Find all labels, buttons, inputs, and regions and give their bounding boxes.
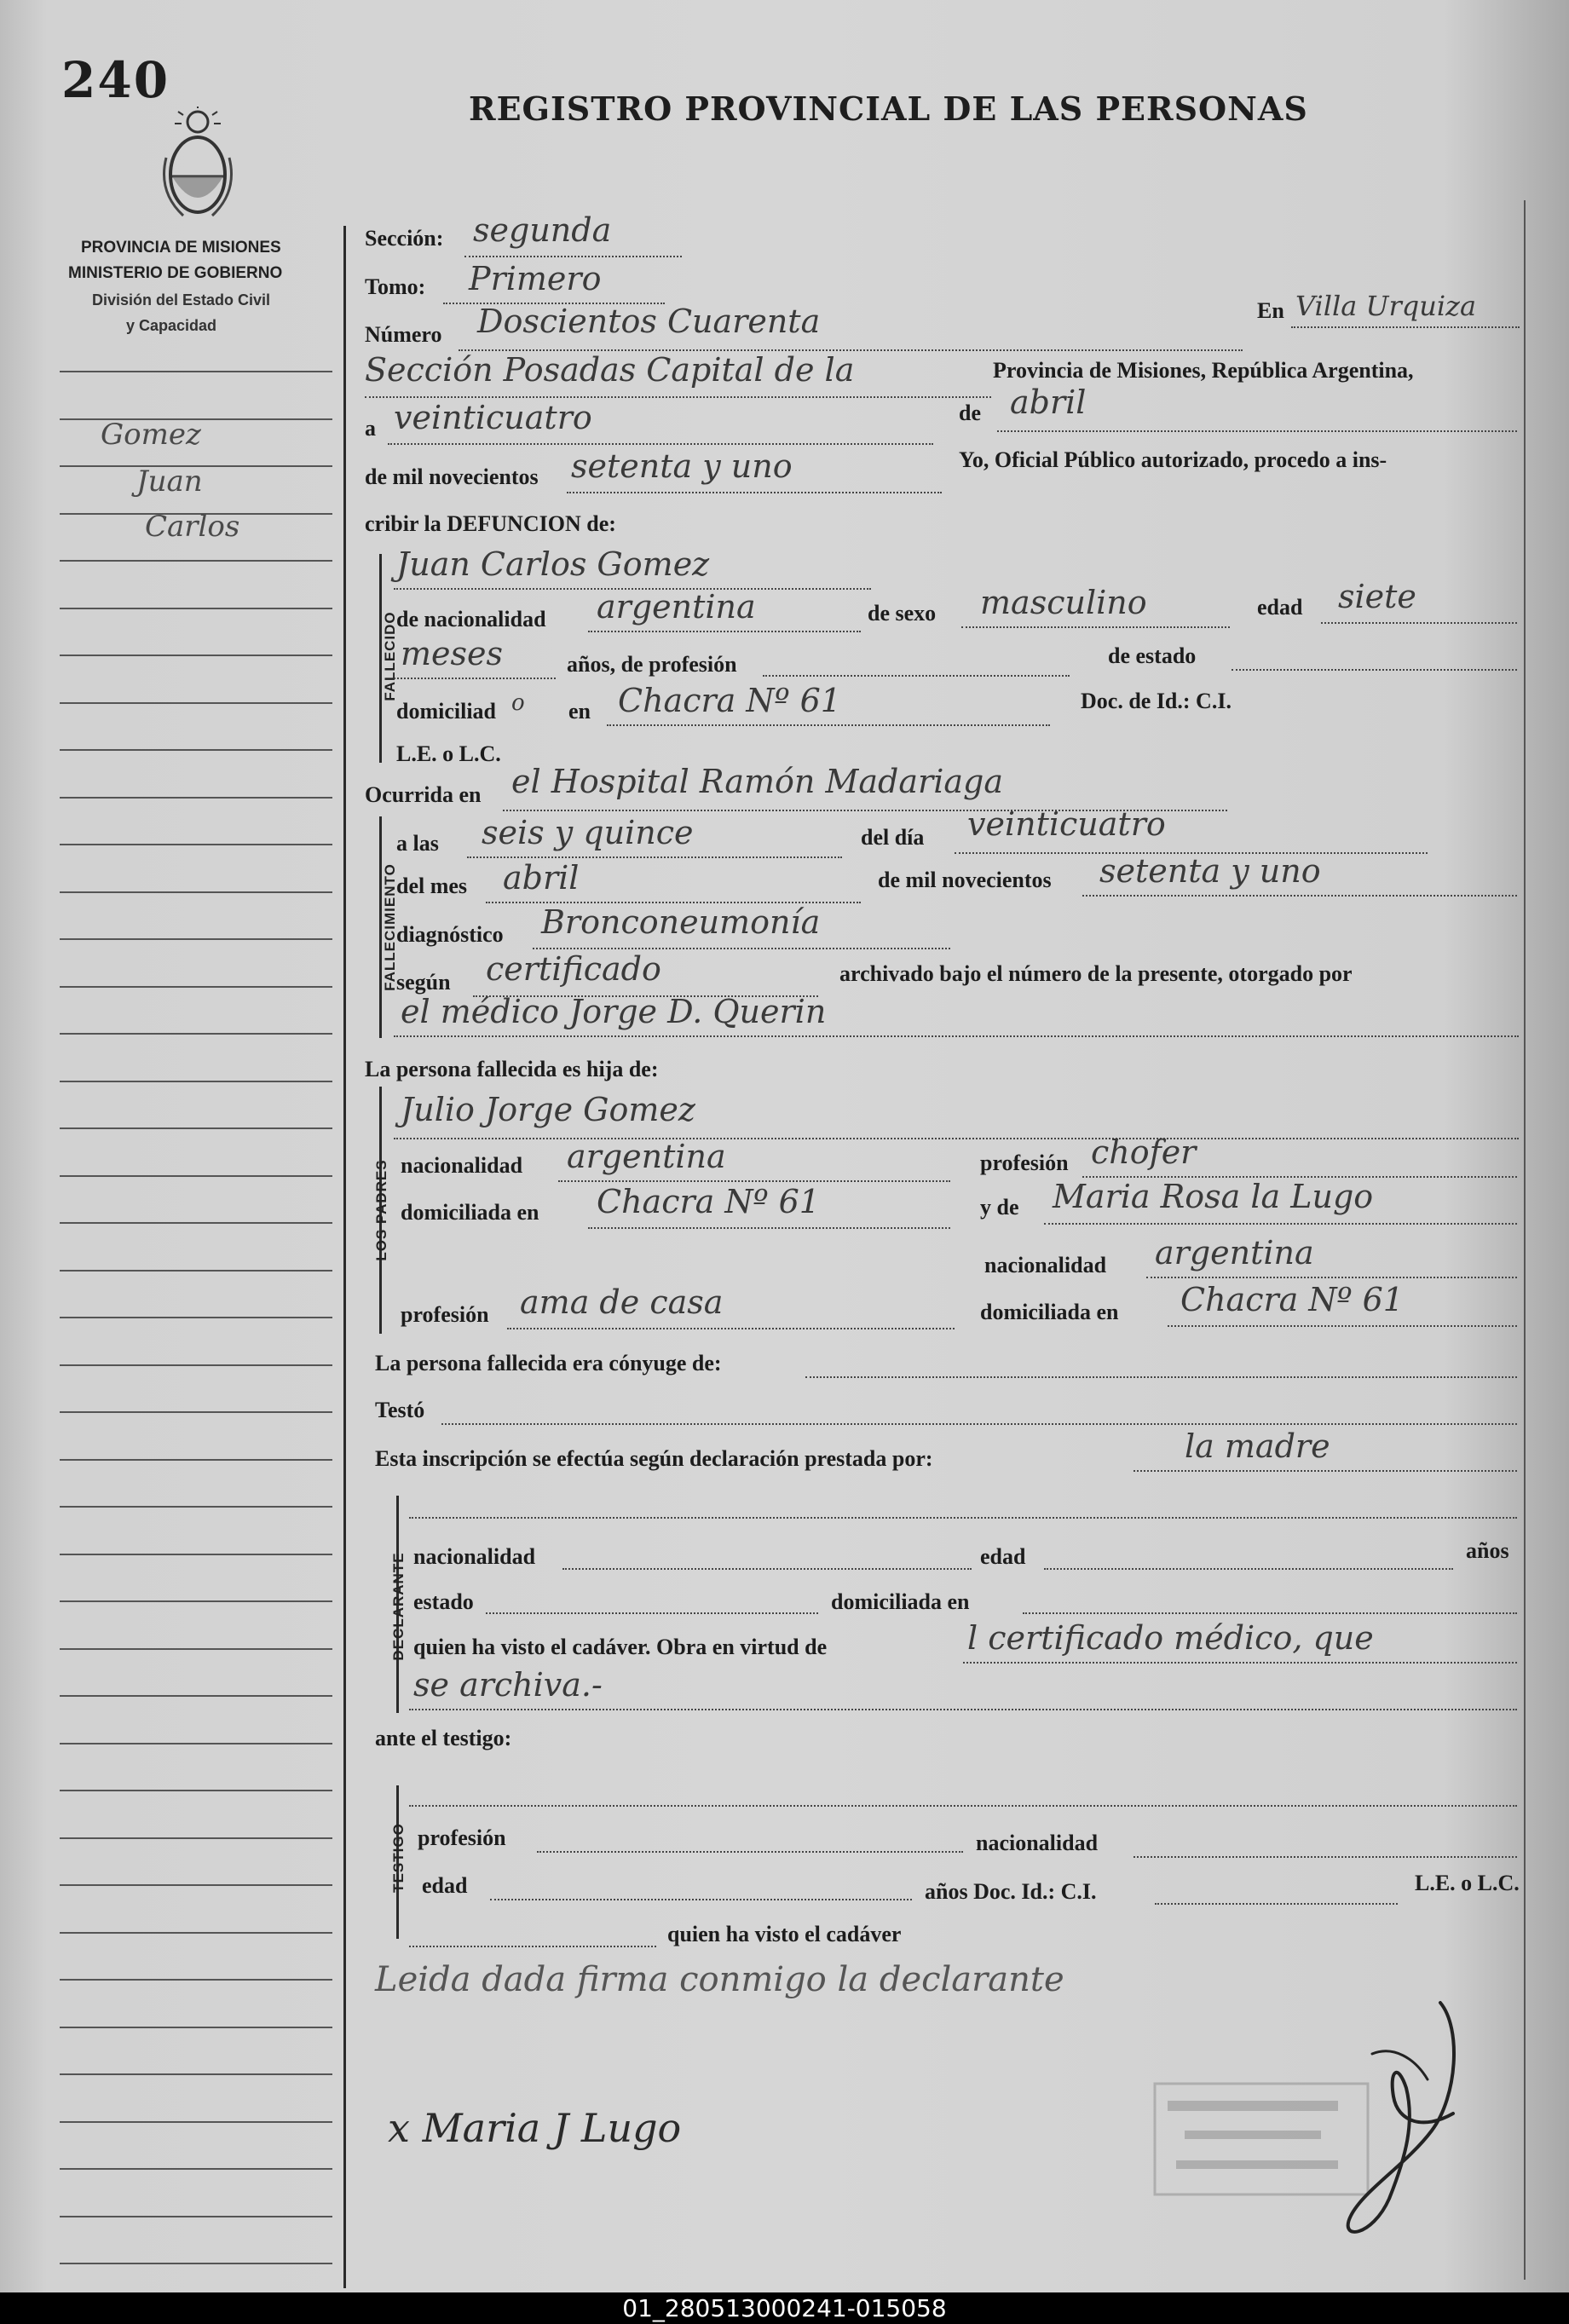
label-doc-id: Doc. de Id.: C.I. [1081, 689, 1232, 713]
label-yo-oficial: Yo, Oficial Público autorizado, procedo a ins- [959, 447, 1387, 472]
label-decl-nacionalidad: nacionalidad [413, 1544, 536, 1569]
value-padre-nac: argentina [567, 1138, 726, 1175]
label-domiciliada-madre: domiciliada en [980, 1300, 1119, 1324]
value-madre-dom: Chacra Nº 61 [1180, 1281, 1404, 1318]
label-profesion-padre: profesión [980, 1150, 1069, 1175]
label-testo: Testó [375, 1398, 425, 1422]
margin-rule-line [60, 1317, 332, 1318]
margin-rule-line [60, 1459, 332, 1461]
label-t-edad: edad [422, 1873, 468, 1898]
value-domicilio: Chacra Nº 61 [618, 682, 841, 719]
image-caption: 01_280513000241-015058 [0, 2292, 1569, 2324]
label-edad: edad [1257, 595, 1303, 620]
label-archivado: archivado bajo el número de la presente, otorgado por [839, 961, 1353, 986]
margin-rule-line [60, 2263, 332, 2264]
closing-note: Leida dada firma conmigo la declarante [375, 1960, 1064, 1999]
value-segun: certificado [486, 950, 661, 988]
label-inscripcion: Esta inscripción se efectúa según declaración prestada por: [375, 1446, 933, 1471]
label-decl-edad: edad [980, 1544, 1026, 1569]
margin-rule-line [60, 2073, 332, 2075]
margin-rule-line [60, 1506, 332, 1508]
label-t-quien: quien ha visto el cadáver [667, 1922, 902, 1946]
value-numero: Doscientos Cuarenta [477, 303, 821, 340]
value-de-mes: abril [1010, 383, 1087, 421]
value-madre-prof: ama de casa [520, 1283, 724, 1321]
label-ocurrida-en: Ocurrida en [365, 782, 482, 807]
label-diagnostico: diagnóstico [396, 922, 504, 947]
value-obra: l certificado médico, que [967, 1619, 1374, 1657]
margin-note-3: Carlos [145, 510, 240, 544]
value-padre-prof: chofer [1091, 1133, 1197, 1171]
label-t-profesion: profesión [418, 1825, 506, 1850]
value-declarante: la madre [1185, 1427, 1330, 1465]
margin-rule-line [60, 1600, 332, 1602]
org-line-1: PROVINCIA DE MISIONES [81, 239, 281, 257]
value-medico: el médico Jorge D. Querin [401, 993, 827, 1030]
label-quien-ha-visto: quien ha visto el cadáver. Obra en virtud de [413, 1635, 828, 1659]
label-le-lc: L.E. o L.C. [396, 741, 501, 766]
margin-rule-line [60, 1411, 332, 1413]
label-provincia: Provincia de Misiones, República Argentina, [993, 358, 1414, 383]
margin-rule-line [60, 702, 332, 704]
mother-signature: x Maria J Lugo [388, 2105, 682, 2151]
document-title: REGISTRO PROVINCIAL DE LAS PERSONAS [469, 89, 1308, 128]
label-decl-estado: estado [413, 1589, 474, 1614]
side-label-testigo: TESTIGO [390, 1823, 407, 1893]
margin-rule-line [60, 1222, 332, 1224]
margin-rule-line [60, 655, 332, 656]
side-label-fallecimiento: FALLECIMIENTO [382, 863, 398, 991]
label-segun: según [396, 970, 451, 995]
org-line-3: División del Estado Civil [92, 291, 271, 309]
label-de: de [959, 401, 981, 425]
value-madre-nac: argentina [1155, 1234, 1314, 1272]
label-de-nacionalidad: de nacionalidad [396, 607, 546, 631]
label-en: En [1257, 298, 1284, 323]
label-nacionalidad-madre: nacionalidad [984, 1253, 1107, 1277]
label-conyuge: La persona fallecida era cónyuge de: [375, 1351, 722, 1375]
org-line-4: y Capacidad [126, 317, 217, 334]
margin-rule-line [60, 1837, 332, 1839]
margin-rule-line [60, 608, 332, 609]
value-madre: Maria Rosa la Lugo [1053, 1178, 1374, 1215]
value-anio2: setenta y uno [1099, 852, 1321, 890]
value-tomo: Primero [469, 260, 602, 297]
margin-rule-line [60, 1648, 332, 1650]
value-nombre: Juan Carlos Gomez [396, 545, 710, 583]
margin-rule-line [60, 938, 332, 940]
label-del-dia: del día [861, 825, 925, 850]
margin-rule-line [60, 1979, 332, 1981]
label-t-nacionalidad: nacionalidad [976, 1831, 1099, 1855]
label-ante-testigo: ante el testigo: [375, 1726, 512, 1750]
label-tomo: Tomo: [365, 274, 426, 299]
value-hora: seis y quince [482, 814, 694, 851]
value-nacionalidad: argentina [597, 588, 756, 626]
side-label-declarante: DECLARANTE [390, 1552, 407, 1661]
faint-stamp [1151, 2079, 1372, 2199]
label-hija-de: La persona fallecida es hija de: [365, 1057, 659, 1081]
margin-rule-line [60, 1364, 332, 1366]
margin-rule-line [60, 2121, 332, 2123]
label-t-le-lc: L.E. o L.C. [1415, 1871, 1520, 1895]
value-padre: Julio Jorge Gomez [401, 1091, 695, 1128]
value-dia: veinticuatro [967, 805, 1166, 843]
label-en-dom: en [568, 699, 591, 724]
margin-rule-line [60, 2027, 332, 2028]
label-decl-domiciliada: domiciliada en [831, 1589, 970, 1614]
margin-rule-line [60, 749, 332, 751]
label-a-las: a las [396, 831, 439, 856]
margin-rule-line [60, 986, 332, 988]
margin-rule-line [60, 891, 332, 893]
margin-rule-line [60, 2168, 332, 2170]
label-anios-profesion: años, de profesión [567, 652, 737, 677]
side-label-los-padres: LOS PADRES [373, 1159, 389, 1261]
value-mes: abril [503, 859, 580, 897]
page-number: 240 [61, 51, 170, 109]
value-padre-dom: Chacra Nº 61 [597, 1183, 820, 1220]
label-seccion: Sección: [365, 226, 444, 251]
value-meses: meses [401, 635, 504, 672]
value-seccion-line2: Sección Posadas Capital de la [365, 351, 855, 389]
label-de-estado: de estado [1108, 643, 1197, 668]
label-de-sexo: de sexo [868, 601, 937, 626]
label-cribir: cribir la DEFUNCION de: [365, 511, 616, 536]
coat-of-arms-icon [158, 107, 239, 226]
margin-rule-line [60, 797, 332, 799]
value-en: Villa Urquiza [1295, 290, 1477, 322]
value-a: veinticuatro [394, 399, 592, 436]
org-line-2: MINISTERIO DE GOBIERNO [68, 264, 283, 282]
label-del-mes: del mes [396, 874, 468, 898]
value-seccion: segunda [473, 211, 612, 249]
label-domiciliado: domiciliad [396, 699, 497, 724]
margin-rule-line [60, 1127, 332, 1129]
value-edad: siete [1338, 578, 1416, 615]
margin-rule-line [60, 560, 332, 562]
margin-rule-line [60, 1081, 332, 1082]
margin-rule-line [60, 1175, 332, 1177]
label-t-anios-doc: años Doc. Id.: C.I. [925, 1879, 1097, 1904]
value-anio: setenta y uno [571, 447, 793, 485]
right-border [1524, 200, 1526, 2280]
value-diagnostico: Bronconeumonía [541, 903, 821, 941]
label-domiciliada-padre: domiciliada en [401, 1200, 539, 1225]
label-nacionalidad-padre: nacionalidad [401, 1153, 523, 1178]
margin-rule-line [60, 2216, 332, 2217]
value-obra2: se archiva.- [413, 1666, 603, 1704]
value-domicilio-sfx: o [511, 690, 525, 716]
margin-rule-line [60, 1270, 332, 1272]
label-de-mil-nov: de mil novecientos [878, 868, 1052, 892]
margin-rule-line [60, 1790, 332, 1791]
margin-rule-line [60, 1695, 332, 1697]
label-profesion-madre: profesión [401, 1302, 489, 1327]
margin-rule-line [60, 1554, 332, 1555]
margin-rule-line [60, 1884, 332, 1886]
label-a: a [365, 416, 376, 441]
margin-divider [343, 226, 346, 2288]
margin-rule-line [60, 1033, 332, 1035]
margin-note-2: Juan [136, 464, 203, 499]
side-label-fallecido: FALLECIDO [382, 611, 398, 701]
margin-note-1: Gomez [101, 418, 201, 452]
margin-rule-line [60, 844, 332, 845]
label-y-de: y de [980, 1195, 1019, 1220]
margin-rule-line [60, 1932, 332, 1934]
label-de-mil: de mil novecientos [365, 464, 539, 489]
value-sexo: masculino [980, 584, 1147, 621]
label-decl-anios: años [1466, 1538, 1509, 1563]
margin-rule-line [60, 371, 332, 372]
value-ocurrida: el Hospital Ramón Madariaga [511, 763, 1003, 800]
margin-rule-line [60, 1743, 332, 1744]
label-numero: Número [365, 322, 442, 347]
